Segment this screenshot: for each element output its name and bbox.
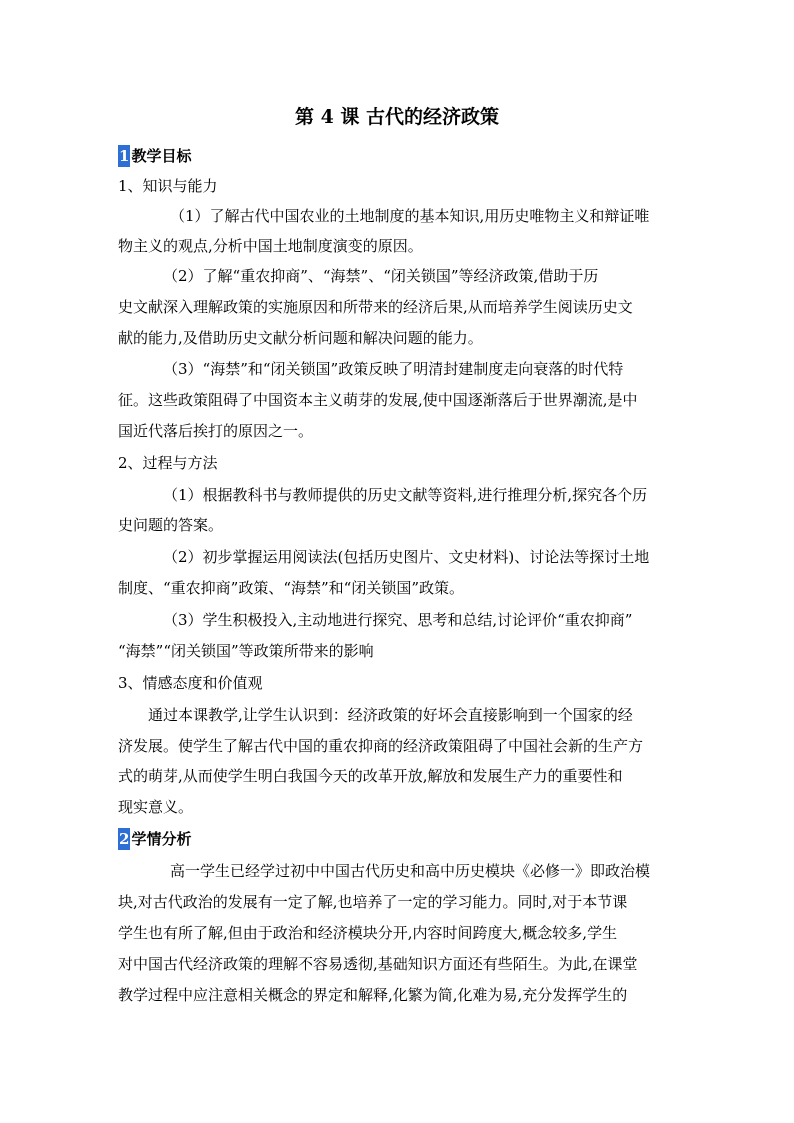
- paragraph-line: 济发展。使学生了解古代中国的重农抑商的经济政策阻碍了中国社会新的生产方: [118, 737, 644, 755]
- section-1-heading: [118, 145, 191, 167]
- paragraph-line: 制度、“重农抑商”政策、“海禁”和“闭关锁国”政策。: [118, 579, 465, 597]
- paragraph-line: 物主义的观点,分析中国土地制度演变的原因。: [118, 237, 423, 255]
- paragraph-line: 式的萌芽,从而使学生明白我国今天的改革开放,解放和发展生产力的重要性和: [118, 767, 623, 785]
- section-2-title: 学情分析: [131, 830, 192, 848]
- lesson-title: 第 4 课 古代的经济政策: [294, 106, 500, 128]
- paragraph-line: （2）初步掌握运用阅读法(包括历史图片、文史材料)、讨论法等探讨土地: [163, 548, 650, 566]
- section-1-number: 1: [119, 147, 130, 165]
- section-2-heading: [118, 828, 191, 850]
- paragraph-line: 献的能力,及借助历史文献分析问题和解决问题的能力。: [118, 329, 483, 347]
- paragraph-line: （3）“海禁”和“闭关锁国”政策反映了明清封建制度走向衰落的时代特: [163, 360, 624, 378]
- paragraph-line: 通过本课教学,让学生认识到：经济政策的好坏会直接影响到一个国家的经: [148, 706, 633, 724]
- paragraph-line: （1）了解古代中国农业的土地制度的基本知识,用历史唯物主义和辩证唯: [170, 207, 650, 225]
- subsection-1-heading: 1、知识与能力: [118, 177, 218, 195]
- section-1-title: 教学目标: [131, 147, 192, 165]
- paragraph-line: 史文献深入理解政策的实施原因和所带来的经济后果,从而培养学生阅读历史文: [118, 298, 633, 316]
- section-2-number: 2: [119, 830, 130, 848]
- paragraph-line: “海禁”“闭关锁国”等政策所带来的影响: [118, 642, 374, 660]
- paragraph-line: （3）学生积极投入,主动地进行探究、思考和总结,讨论评价“重农抑商”: [163, 611, 633, 629]
- paragraph-line: 国近代落后挨打的原因之一。: [118, 422, 314, 440]
- paragraph-line: 教学过程中应注意相关概念的界定和解释,化繁为简,化难为易,充分发挥学生的: [118, 986, 628, 1004]
- paragraph-line: 现实意义。: [118, 798, 194, 816]
- paragraph-line: （2）了解“重农抑商”、“海禁”、“闭关锁国”等经济政策,借助于历: [163, 267, 599, 285]
- paragraph-line: 征。这些政策阻碍了中国资本主义萌芽的发展,使中国逐渐落后于世界潮流,是中: [118, 391, 638, 409]
- paragraph-line: （1）根据教科书与教师提供的历史文献等资料,进行推理分析,探究各个历: [163, 486, 648, 504]
- subsection-3-heading: 3、情感态度和价值观: [118, 674, 263, 692]
- paragraph-line: 块,对古代政治的发展有一定了解,也培养了一定的学习能力。同时,对于本节课: [118, 893, 628, 911]
- subsection-2-heading: 2、过程与方法: [118, 454, 218, 472]
- paragraph-line: 史问题的答案。: [118, 516, 224, 534]
- paragraph-line: 学生也有所了解,但由于政治和经济模块分开,内容时间跨度大,概念较多,学生: [118, 924, 618, 942]
- paragraph-line: 高一学生已经学过初中中国古代历史和高中历史模块《必修一》即政治模: [170, 862, 651, 880]
- paragraph-line: 对中国古代经济政策的理解不容易透彻,基础知识方面还有些陌生。为此,在课堂: [118, 955, 638, 973]
